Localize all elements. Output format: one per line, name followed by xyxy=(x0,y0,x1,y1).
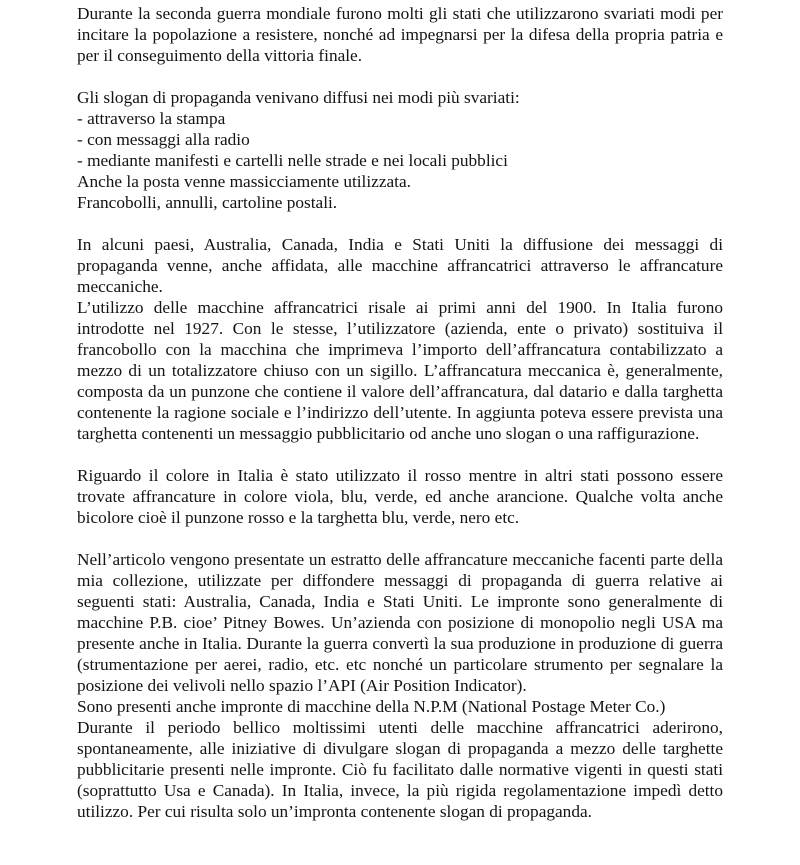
paragraph-countries: In alcuni paesi, Australia, Canada, India e Stati Uniti la diffusione dei messaggi di propaganda venne, anche affidata, alle macchine affrancatrici attraverso le affrancature meccaniche. xyxy=(77,235,723,296)
paragraph-spacer xyxy=(77,213,723,234)
paragraph-spacer xyxy=(77,66,723,87)
paragraph-collection: Nell’articolo vengono presentate un estratto delle affrancature meccaniche facenti parte della mia collezione, utilizzate per diffondere messaggi di propaganda di guerra relative ai seguenti stati: Australia, Canada, India e Stati Uniti. Le impronte sono generalmente di macchine P.B. cioe’ Pitney Bowes. Un’azienda con posizione di monopolio negli USA ma presente anche in Italia. Durante la guerra convertì la sua produzione in produzione di guerra (strumentazione per aerei, radio, etc. etc nonché un particolare strumento per segnalare la posizione dei velivoli nello spazio l’API (Air Position Indicator). xyxy=(77,550,723,695)
postal-items-line: Francobolli, annulli, cartoline postali. xyxy=(77,193,338,212)
paragraph-spacer xyxy=(77,444,723,465)
paragraph-franking-history: L’utilizzo delle macchine affrancatrici risale ai primi anni del 1900. In Italia furono introdotte nel 1927. Con le stesse, l’utilizzatore (azienda, ente o privato) sostituiva il francobollo con la macchina che imprimeva l’importo dell’affrancatura contabilizzato a mezzo di un totalizzatore chiuso con un sigillo. L’affrancatura meccanica è, generalmente, composta da un punzone che contiene il valore dell’affrancatura, dal datario e dalla targhetta contenente la ragione sociale e l’indirizzo dell’utente. In aggiunta poteva essere prevista una targhetta contenenti un messaggio pubblicitario od anche uno slogan o una raffigurazione. xyxy=(77,298,723,443)
paragraph-wartime-users: Durante il periodo bellico moltissimi utenti delle macchine affrancatrici aderirono, spontaneamente, alle iniziative di divulgare slogan di propaganda a mezzo delle targhette pubblicitarie presenti nelle impronte. Ciò fu facilitato dalle normative vigenti in questi stati (soprattutto Usa e Canada). In Italia, invece, la più rigida regolamentazione impedì detto utilizzo. Per cui risulta solo un’impronta contenente slogan di propaganda. xyxy=(77,718,723,821)
list-item: - mediante manifesti e cartelli nelle strade e nei locali pubblici xyxy=(77,151,508,170)
paragraph-propaganda-methods xyxy=(77,87,723,213)
paragraph-intro: Durante la seconda guerra mondiale furono molti gli stati che utilizzarono svariati modi per incitare la popolazione a resistere, nonché ad impegnarsi per la difesa della propria patria e per il conseguimento della vittoria finale. xyxy=(77,4,723,65)
document-body xyxy=(77,3,723,822)
methods-intro: Gli slogan di propaganda venivano diffusi nei modi più svariati: xyxy=(77,88,520,107)
paragraph-spacer xyxy=(77,528,723,549)
paragraph-colors: Riguardo il colore in Italia è stato utilizzato il rosso mentre in altri stati possono essere trovate affrancature in colore viola, blu, verde, ed anche arancione. Qualche volta anche bicolore cioè il punzone rosso e la targhetta blu, verde, nero etc. xyxy=(77,466,723,527)
paragraph-npm: Sono presenti anche impronte di macchine della N.P.M (National Postage Meter Co.) xyxy=(77,697,666,716)
list-item: - con messaggi alla radio xyxy=(77,130,250,149)
list-item: - attraverso la stampa xyxy=(77,109,226,128)
mail-usage-line: Anche la posta venne massicciamente utilizzata. xyxy=(77,172,411,191)
